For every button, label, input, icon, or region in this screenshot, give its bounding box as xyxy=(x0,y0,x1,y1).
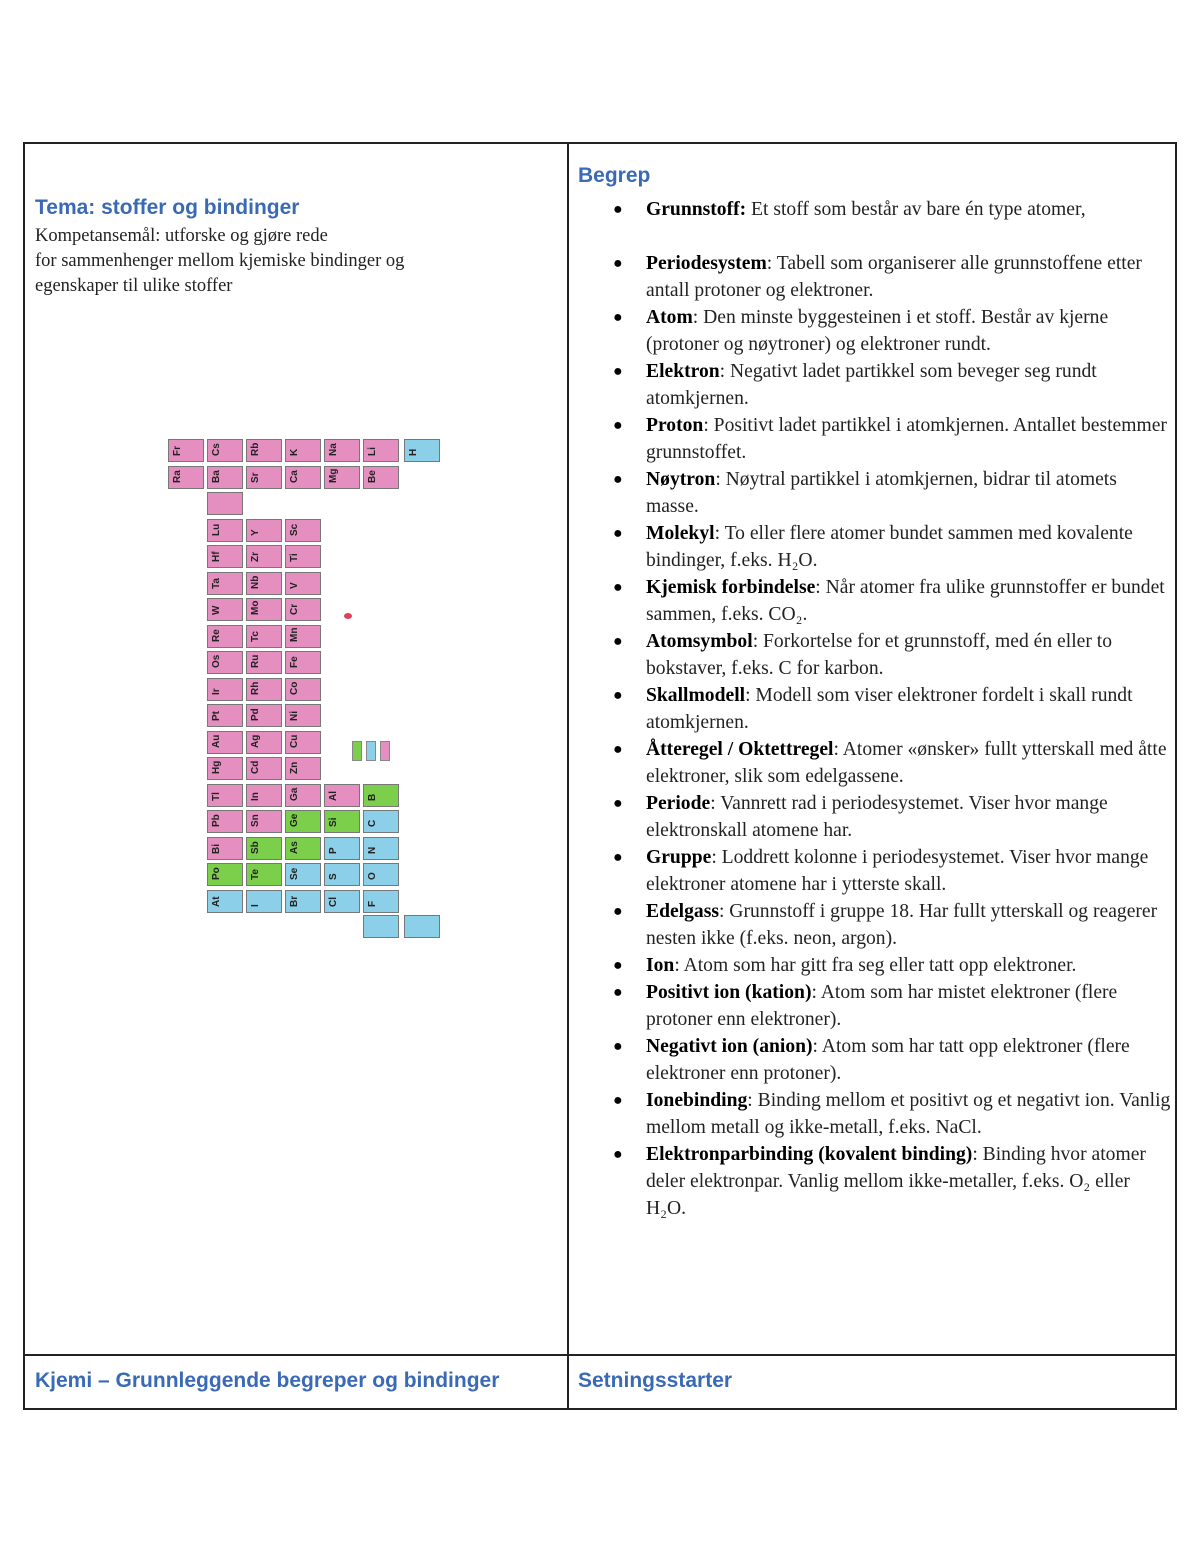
element-symbol: Fr xyxy=(172,446,183,456)
element-symbol: Ga xyxy=(289,787,300,801)
term-name: Positivt ion (kation) xyxy=(646,982,812,1003)
element-symbol: Y xyxy=(250,528,261,536)
term-definition: : Den minste byggesteinen i et stoff. Består av kjerne (protoner og nøytroner) og elektroner rundt. xyxy=(646,307,1109,355)
element-symbol: Se xyxy=(289,867,300,880)
term-item xyxy=(613,844,1173,898)
element-symbol: Re xyxy=(211,628,222,642)
term-definition: : Atom som har tatt opp elektroner (flere elektroner enn protoner). xyxy=(646,1036,1130,1084)
element-symbol: Pt xyxy=(211,711,222,721)
element-cell xyxy=(363,837,399,860)
term-definition: : Grunnstoff i gruppe 18. Har fullt ytterskall og reagerer nesten ikke (f.eks. neon, argon). xyxy=(646,901,1158,949)
term-item xyxy=(613,466,1173,520)
element-cell xyxy=(285,704,321,727)
topic-title: Tema: stoffer og bindinger xyxy=(35,196,300,219)
element-cell xyxy=(324,863,360,886)
legend-swatch xyxy=(366,741,376,761)
bullet-icon: ● xyxy=(613,417,623,434)
element-symbol: Li xyxy=(367,447,378,456)
row-divider xyxy=(25,1354,1175,1356)
bullet-icon: ● xyxy=(613,633,623,650)
term-item xyxy=(613,358,1173,412)
bullet-icon: ● xyxy=(613,309,623,326)
element-symbol: Ag xyxy=(250,734,261,748)
term-definition: : Nøytral partikkel i atomkjernen, bidrar til atomets masse. xyxy=(646,469,1117,517)
element-cell xyxy=(246,439,282,462)
term-item xyxy=(613,952,1173,979)
element-symbol: Cl xyxy=(328,896,339,907)
element-symbol: Mo xyxy=(250,600,261,615)
bullet-icon: ● xyxy=(613,984,623,1001)
element-cell xyxy=(207,731,243,754)
element-symbol: Mn xyxy=(289,627,300,642)
term-name: Nøytron xyxy=(646,469,716,490)
element-cell xyxy=(246,625,282,648)
term-item xyxy=(613,736,1173,790)
term-name: Atomsymbol xyxy=(646,631,753,652)
element-cell xyxy=(324,784,360,807)
bullet-icon: ● xyxy=(613,1038,623,1055)
element-symbol: Ba xyxy=(211,469,222,483)
element-cell xyxy=(363,810,399,833)
element-cell xyxy=(207,678,243,701)
element-cell xyxy=(246,545,282,568)
term-item xyxy=(613,979,1173,1033)
element-symbol: Sc xyxy=(289,523,300,536)
element-symbol: Ir xyxy=(211,687,222,695)
term-definition: : Negativt ladet partikkel som beveger seg rundt atomkjernen. xyxy=(646,361,1097,409)
bullet-icon: ● xyxy=(613,849,623,866)
element-symbol: F xyxy=(367,900,378,907)
term-definition: : Atom som har mistet elektroner (flere protoner enn elektroner). xyxy=(646,982,1118,1030)
element-symbol: Fe xyxy=(289,656,300,668)
competence-goal xyxy=(35,224,555,299)
term-definition: : To eller flere atomer bundet sammen med kovalente bindinger, f.eks. H₂O. xyxy=(646,523,1133,571)
term-name: Edelgass xyxy=(646,901,719,922)
element-cell xyxy=(404,915,440,938)
sentence-starter-cell xyxy=(578,1369,732,1393)
term-name: Elektronparbinding (kovalent binding) xyxy=(646,1144,973,1165)
element-cell xyxy=(246,837,282,860)
element-cell xyxy=(285,651,321,674)
term-name: Åtteregel / Oktettregel xyxy=(646,739,834,760)
element-cell xyxy=(324,439,360,462)
term-item xyxy=(613,1141,1173,1222)
element-cell xyxy=(246,651,282,674)
element-symbol: I xyxy=(250,903,261,907)
element-cell xyxy=(324,890,360,913)
element-symbol: O xyxy=(367,872,378,880)
term-definition: : Atomer «ønsker» fullt ytterskall med åtte elektroner, slik som edelgassene. xyxy=(646,739,1167,787)
marker-dot-icon xyxy=(344,613,352,619)
element-symbol: B xyxy=(367,793,378,801)
element-symbol: Lu xyxy=(211,523,222,536)
element-cell xyxy=(285,439,321,462)
element-symbol: At xyxy=(211,895,222,907)
term-definition: : Når atomer fra ulike grunnstoffer er bundet sammen, f.eks. CO₂. xyxy=(646,577,1165,625)
term-name: Proton xyxy=(646,415,704,436)
goal-line: egenskaper til ulike stoffer xyxy=(35,276,233,296)
term-definition: : Positivt ladet partikkel i atomkjernen. Antallet bestemmer grunnstoffet. xyxy=(646,415,1167,463)
element-symbol: Te xyxy=(250,869,261,880)
element-cell xyxy=(246,810,282,833)
element-symbol: Os xyxy=(211,654,222,668)
term-item xyxy=(613,304,1173,358)
element-symbol: Ra xyxy=(172,469,183,483)
element-cell xyxy=(324,810,360,833)
bullet-icon: ● xyxy=(613,741,623,758)
element-symbol: Sn xyxy=(250,814,261,827)
topic-cell xyxy=(35,196,555,299)
legend-swatch xyxy=(380,741,390,761)
term-name: Kjemisk forbindelse xyxy=(646,577,816,598)
term-name: Negativt ion (anion) xyxy=(646,1036,813,1057)
element-cell xyxy=(324,837,360,860)
element-symbol: Pd xyxy=(250,708,261,721)
element-symbol: Zn xyxy=(289,761,300,774)
term-name: Ion xyxy=(646,955,675,976)
element-symbol: K xyxy=(289,448,300,456)
element-symbol: Si xyxy=(328,817,339,827)
bullet-icon: ● xyxy=(613,1092,623,1109)
element-cell xyxy=(285,757,321,780)
element-symbol: Rb xyxy=(250,442,261,456)
element-symbol: Zr xyxy=(250,552,261,562)
element-cell xyxy=(285,890,321,913)
element-cell xyxy=(246,757,282,780)
element-cell xyxy=(207,625,243,648)
element-cell xyxy=(363,863,399,886)
term-item xyxy=(613,682,1173,736)
element-cell xyxy=(246,519,282,542)
element-symbol: Tl xyxy=(211,791,222,801)
term-name: Periode xyxy=(646,793,711,814)
element-cell xyxy=(363,466,399,489)
periodic-table-image xyxy=(168,437,448,949)
bullet-icon: ● xyxy=(613,579,623,596)
element-symbol: In xyxy=(250,791,261,801)
term-item xyxy=(613,250,1173,304)
terms-list xyxy=(578,196,1173,1222)
term-name: Periodesystem xyxy=(646,253,767,274)
term-definition: : Vannrett rad i periodesystemet. Viser hvor mange elektronskall atomene har. xyxy=(646,793,1108,841)
element-symbol: Au xyxy=(211,734,222,748)
element-cell xyxy=(285,572,321,595)
element-cell xyxy=(246,704,282,727)
element-cell xyxy=(246,890,282,913)
element-symbol: Ti xyxy=(289,553,300,562)
element-cell xyxy=(207,519,243,542)
element-symbol: As xyxy=(289,840,300,854)
element-symbol: Hf xyxy=(211,551,222,562)
element-symbol: Co xyxy=(289,681,300,695)
element-cell xyxy=(168,466,204,489)
element-symbol: Br xyxy=(289,895,300,907)
element-symbol: Ge xyxy=(289,813,300,827)
term-item xyxy=(613,412,1173,466)
element-cell xyxy=(207,439,243,462)
element-cell xyxy=(285,731,321,754)
bullet-icon: ● xyxy=(613,1146,623,1163)
element-symbol: Cd xyxy=(250,760,261,774)
bullet-icon: ● xyxy=(613,363,623,380)
term-name: Molekyl xyxy=(646,523,715,544)
legend-swatch xyxy=(352,741,362,761)
term-name: Atom xyxy=(646,307,693,328)
element-symbol: Pb xyxy=(211,814,222,827)
bullet-icon: ● xyxy=(613,201,623,218)
element-symbol: N xyxy=(367,846,378,854)
element-cell xyxy=(246,466,282,489)
bullet-icon: ● xyxy=(613,957,623,974)
element-symbol: Po xyxy=(211,867,222,880)
element-symbol: Be xyxy=(367,469,378,483)
element-cell xyxy=(168,439,204,462)
element-cell xyxy=(246,598,282,621)
element-symbol: Bi xyxy=(211,843,222,854)
element-cell xyxy=(207,784,243,807)
term-definition: Et stoff som består av bare én type atomer, xyxy=(746,199,1086,220)
term-item xyxy=(613,520,1173,574)
element-symbol: Tc xyxy=(250,630,261,642)
term-definition: : Atom som har gitt fra seg eller tatt opp elektroner. xyxy=(674,955,1077,976)
bullet-icon: ● xyxy=(613,903,623,920)
terms-cell xyxy=(578,164,1173,1222)
element-cell xyxy=(207,572,243,595)
term-name: Elektron xyxy=(646,361,720,382)
element-cell xyxy=(246,784,282,807)
element-cell xyxy=(324,466,360,489)
element-cell xyxy=(363,784,399,807)
element-symbol: H xyxy=(408,448,419,456)
bullet-icon: ● xyxy=(613,687,623,704)
element-cell xyxy=(285,598,321,621)
element-cell xyxy=(207,757,243,780)
element-cell xyxy=(207,492,243,515)
element-cell xyxy=(246,731,282,754)
element-symbol: Cr xyxy=(289,603,300,615)
element-symbol: Nb xyxy=(250,575,261,589)
element-cell xyxy=(246,863,282,886)
element-cell xyxy=(285,678,321,701)
term-name: Ionebinding xyxy=(646,1090,748,1111)
sentence-starter-title: Setningsstarter xyxy=(578,1369,733,1392)
element-cell xyxy=(285,545,321,568)
element-cell xyxy=(285,784,321,807)
element-symbol: S xyxy=(328,873,339,880)
element-cell xyxy=(363,439,399,462)
element-symbol: Hg xyxy=(211,760,222,774)
element-symbol: Ru xyxy=(250,654,261,668)
element-symbol: V xyxy=(289,581,300,589)
element-symbol: Ca xyxy=(289,469,300,483)
element-symbol: Al xyxy=(328,790,339,801)
term-definition: : Loddrett kolonne i periodesystemet. Viser hvor mange elektroner atomene har i ytterste skall. xyxy=(646,847,1149,895)
term-definition: : Binding hvor atomer deler elektronpar. Vanlig mellom ikke-metaller, f.eks. O₂ eller H₂O. xyxy=(646,1144,1146,1219)
term-item xyxy=(613,574,1173,628)
element-symbol: Rh xyxy=(250,681,261,695)
term-definition: : Modell som viser elektroner fordelt i skall rundt atomkjernen. xyxy=(646,685,1133,733)
element-cell xyxy=(285,625,321,648)
subject-title: Kjemi – Grunnleggende begreper og bindinger xyxy=(35,1369,500,1392)
element-cell xyxy=(207,863,243,886)
element-cell xyxy=(207,810,243,833)
element-symbol: Cu xyxy=(289,734,300,748)
element-symbol: P xyxy=(328,846,339,854)
element-cell xyxy=(363,890,399,913)
element-cell xyxy=(285,519,321,542)
element-cell xyxy=(285,863,321,886)
bullet-icon: ● xyxy=(613,795,623,812)
term-definition: : Tabell som organiserer alle grunnstoffene etter antall protoner og elektroner. xyxy=(646,253,1142,301)
bullet-icon: ● xyxy=(613,255,623,272)
element-symbol: C xyxy=(367,819,378,827)
element-cell xyxy=(207,651,243,674)
element-cell xyxy=(207,545,243,568)
element-cell xyxy=(207,598,243,621)
element-cell xyxy=(285,810,321,833)
term-name: Skallmodell xyxy=(646,685,746,706)
element-symbol: W xyxy=(211,605,222,615)
term-item xyxy=(613,196,1173,223)
element-cell xyxy=(207,890,243,913)
element-cell xyxy=(246,572,282,595)
bullet-icon: ● xyxy=(613,471,623,488)
bullet-icon: ● xyxy=(613,525,623,542)
element-cell xyxy=(285,837,321,860)
element-cell xyxy=(207,466,243,489)
term-item xyxy=(613,628,1173,682)
element-cell xyxy=(246,678,282,701)
element-symbol: Sb xyxy=(250,840,261,854)
term-item xyxy=(613,790,1173,844)
element-symbol: Cs xyxy=(211,443,222,456)
element-symbol: Na xyxy=(328,443,339,456)
term-item xyxy=(613,1087,1173,1141)
term-item xyxy=(613,898,1173,952)
element-cell xyxy=(285,466,321,489)
element-symbol: Mg xyxy=(328,468,339,483)
element-symbol: Sr xyxy=(250,471,261,483)
column-divider xyxy=(567,144,569,1408)
term-definition: : Binding mellom et positivt og et negativt ion. Vanlig mellom metall og ikke-metall, f.eks. NaCl. xyxy=(646,1090,1171,1138)
element-cell xyxy=(404,439,440,462)
goal-line: Kompetansemål: utforske og gjøre rede xyxy=(35,226,328,246)
element-symbol: Ta xyxy=(211,577,222,589)
term-name: Grunnstoff: xyxy=(646,199,747,220)
element-symbol: Ni xyxy=(289,711,300,721)
element-cell xyxy=(207,837,243,860)
goal-line: for sammenhenger mellom kjemiske bindinger og xyxy=(35,251,405,271)
term-name: Gruppe xyxy=(646,847,712,868)
term-definition: : Forkortelse for et grunnstoff, med én eller to bokstaver, f.eks. C for karbon. xyxy=(646,631,1112,679)
term-item xyxy=(613,1033,1173,1087)
element-cell xyxy=(363,915,399,938)
element-cell xyxy=(207,704,243,727)
terms-title: Begrep xyxy=(578,164,651,187)
subject-cell xyxy=(35,1369,499,1393)
